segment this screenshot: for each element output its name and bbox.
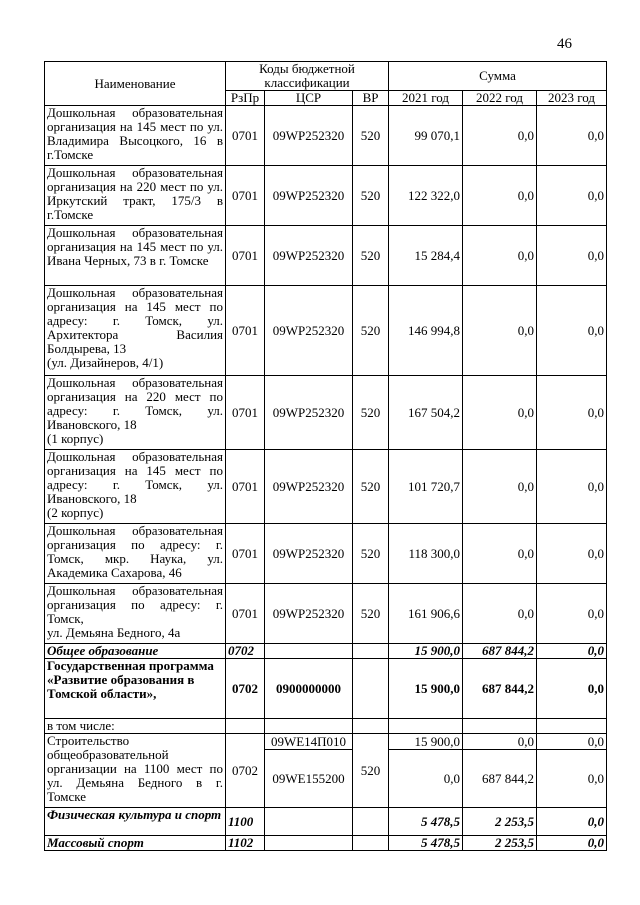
- row-name: Дошкольная образовательная организация по адресу: г. Томск, мкр. Наука, ул. Академика Сахарова, 46: [45, 524, 226, 584]
- section-2021: 5 478,5: [389, 808, 463, 836]
- row-name-main: Дошкольная образовательная организация на 145 мест по адресу: г. Томск, ул. Архитектора Василия Болдырева, 13: [47, 285, 223, 356]
- section-row-mass-sport: [45, 836, 607, 851]
- section-name: Общее образование: [45, 644, 226, 659]
- row-csr: 09WP252320: [265, 226, 353, 286]
- row-name: Дошкольная образовательная организация на 220 мест по ул. Иркутский тракт, 175/3 в г.Томске: [45, 166, 226, 226]
- row-2021: 167 504,2: [389, 376, 463, 450]
- empty-cell: [353, 808, 389, 836]
- empty-cell: [265, 644, 353, 659]
- row-rzpr: 0701: [226, 584, 265, 644]
- empty-cell: [353, 644, 389, 659]
- empty-cell: [265, 836, 353, 851]
- row-name: Дошкольная образовательная организация на 145 мест по ул. Владимира Высоцкого, 16 в г.Томске: [45, 106, 226, 166]
- row-csr: 09WP252320: [265, 450, 353, 524]
- row-rzpr: 0701: [226, 226, 265, 286]
- row-name-main: Дошкольная образовательная организация на 220 мест по адресу: г. Томск, ул. Ивановского, 18: [47, 375, 223, 432]
- empty-cell: [537, 719, 607, 734]
- row-2023: 0,0: [537, 166, 607, 226]
- header-2022: 2022 год: [463, 91, 537, 106]
- row-rzpr: 0701: [226, 286, 265, 376]
- row-rzpr: 0701: [226, 524, 265, 584]
- table-row: [45, 166, 607, 226]
- empty-cell: [265, 808, 353, 836]
- section-rzpr: 1100: [226, 808, 265, 836]
- construction-csr-2: 09WE155200: [265, 750, 353, 808]
- row-vr: 520: [353, 524, 389, 584]
- row-name: [45, 584, 226, 644]
- section-row-general-education: [45, 644, 607, 659]
- row-csr: 09WP252320: [265, 286, 353, 376]
- table-row: [45, 226, 607, 286]
- program-row: [45, 659, 607, 719]
- program-name: Государственная программа «Развитие образования в Томской области»,: [45, 659, 226, 719]
- row-2022: 0,0: [463, 450, 537, 524]
- row-csr: 09WP252320: [265, 166, 353, 226]
- row-2021: 101 720,7: [389, 450, 463, 524]
- header-csr: ЦСР: [265, 91, 353, 106]
- table-row: [45, 376, 607, 450]
- table-row: [45, 524, 607, 584]
- section-name: Физическая культура и спорт: [45, 808, 226, 836]
- row-2022: 0,0: [463, 376, 537, 450]
- program-2023: 0,0: [537, 659, 607, 719]
- construction-2-2022: 687 844,2: [463, 750, 537, 808]
- row-vr: 520: [353, 286, 389, 376]
- row-2023: 0,0: [537, 376, 607, 450]
- row-name-extra: (ул. Дизайнеров, 4/1): [47, 355, 164, 370]
- row-vr: 520: [353, 106, 389, 166]
- construction-2-2021: 0,0: [389, 750, 463, 808]
- row-2021: 99 070,1: [389, 106, 463, 166]
- construction-1-2023: 0,0: [537, 734, 607, 750]
- row-vr: 520: [353, 226, 389, 286]
- table-row: [45, 286, 607, 376]
- empty-cell: [463, 719, 537, 734]
- program-2022: 687 844,2: [463, 659, 537, 719]
- header-name: Наименование: [45, 62, 226, 106]
- empty-cell: [265, 719, 353, 734]
- row-2022: 0,0: [463, 166, 537, 226]
- program-csr: 0900000000: [265, 659, 353, 719]
- including-label: в том числе:: [45, 719, 226, 734]
- construction-csr-1: 09WE14П010: [265, 734, 353, 750]
- header-codes: Коды бюджетной классификации: [226, 62, 389, 91]
- construction-vr: 520: [353, 734, 389, 808]
- row-2021: 118 300,0: [389, 524, 463, 584]
- program-2021: 15 900,0: [389, 659, 463, 719]
- row-name: [45, 376, 226, 450]
- row-csr: 09WP252320: [265, 106, 353, 166]
- construction-row: [45, 734, 607, 750]
- table-row: [45, 450, 607, 524]
- empty-cell: [353, 659, 389, 719]
- construction-2-2023: 0,0: [537, 750, 607, 808]
- section-rzpr: 0702: [226, 644, 265, 659]
- row-2023: 0,0: [537, 524, 607, 584]
- table-row: [45, 106, 607, 166]
- row-name-extra: (1 корпус): [47, 431, 104, 446]
- row-2021: 146 994,8: [389, 286, 463, 376]
- header-rzpr: РзПр: [226, 91, 265, 106]
- row-rzpr: 0701: [226, 166, 265, 226]
- construction-1-2021: 15 900,0: [389, 734, 463, 750]
- row-rzpr: 0701: [226, 376, 265, 450]
- section-row-phys-culture: [45, 808, 607, 836]
- empty-cell: [353, 719, 389, 734]
- row-name-main: Дошкольная образовательная организация по адресу: г. Томск,: [47, 583, 223, 626]
- section-2023: 0,0: [537, 836, 607, 851]
- table-row: [45, 584, 607, 644]
- row-2023: 0,0: [537, 106, 607, 166]
- section-2022: 2 253,5: [463, 808, 537, 836]
- row-rzpr: 0701: [226, 450, 265, 524]
- row-2022: 0,0: [463, 584, 537, 644]
- row-2022: 0,0: [463, 106, 537, 166]
- section-2022: 2 253,5: [463, 836, 537, 851]
- section-name: Массовый спорт: [45, 836, 226, 851]
- row-vr: 520: [353, 450, 389, 524]
- construction-rzpr: 0702: [226, 734, 265, 808]
- empty-cell: [226, 719, 265, 734]
- row-name-extra: ул. Демьяна Бедного, 4а: [47, 625, 181, 640]
- construction-name: Строительство общеобразовательной организации на 1100 мест по ул. Демьяна Бедного в г. Томске: [45, 734, 226, 808]
- row-name-extra: (2 корпус): [47, 505, 104, 520]
- row-2021: 122 322,0: [389, 166, 463, 226]
- row-2023: 0,0: [537, 226, 607, 286]
- construction-1-2022: 0,0: [463, 734, 537, 750]
- header-sum: Сумма: [389, 62, 607, 91]
- row-vr: 520: [353, 584, 389, 644]
- empty-cell: [389, 719, 463, 734]
- row-name: [45, 450, 226, 524]
- row-name: Дошкольная образовательная организация на 145 мест по ул. Ивана Черных, 73 в г. Томске: [45, 226, 226, 286]
- page-number: 46: [557, 36, 572, 52]
- budget-table: [44, 61, 607, 851]
- row-2023: 0,0: [537, 584, 607, 644]
- row-rzpr: 0701: [226, 106, 265, 166]
- row-csr: 09WP252320: [265, 584, 353, 644]
- row-2023: 0,0: [537, 450, 607, 524]
- row-2022: 0,0: [463, 226, 537, 286]
- row-2022: 0,0: [463, 524, 537, 584]
- section-2022: 687 844,2: [463, 644, 537, 659]
- header-vr: ВР: [353, 91, 389, 106]
- row-vr: 520: [353, 166, 389, 226]
- row-2021: 161 906,6: [389, 584, 463, 644]
- row-csr: 09WP252320: [265, 376, 353, 450]
- program-rzpr: 0702: [226, 659, 265, 719]
- row-2023: 0,0: [537, 286, 607, 376]
- header-2023: 2023 год: [537, 91, 607, 106]
- row-name-main: Дошкольная образовательная организация на 145 мест по адресу: г. Томск, ул. Ивановского, 18: [47, 449, 223, 506]
- row-2021: 15 284,4: [389, 226, 463, 286]
- header-2021: 2021 год: [389, 91, 463, 106]
- including-row: [45, 719, 607, 734]
- section-2021: 5 478,5: [389, 836, 463, 851]
- row-name: [45, 286, 226, 376]
- row-vr: 520: [353, 376, 389, 450]
- row-2022: 0,0: [463, 286, 537, 376]
- row-csr: 09WP252320: [265, 524, 353, 584]
- empty-cell: [353, 836, 389, 851]
- section-2021: 15 900,0: [389, 644, 463, 659]
- section-rzpr: 1102: [226, 836, 265, 851]
- section-2023: 0,0: [537, 644, 607, 659]
- section-2023: 0,0: [537, 808, 607, 836]
